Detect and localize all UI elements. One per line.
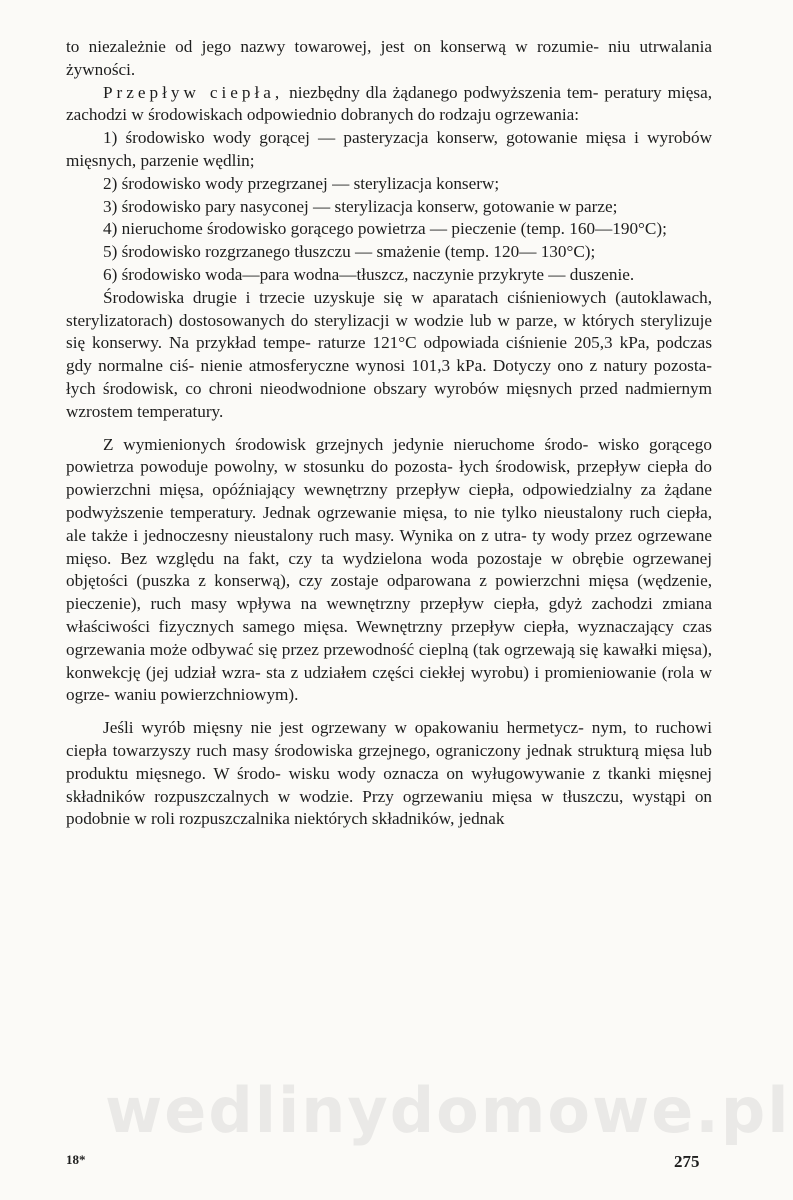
text-line: wisku wody oznacza on wyługowywanie z tkanki mięsnej składników bbox=[66, 763, 713, 806]
text-line: sta z udziałem części ciekłej wyrobu) i promieniowanie (rola w ogrze- bbox=[66, 662, 712, 705]
text-line: przed nadmiernym wzrostem temperatury. bbox=[66, 378, 713, 421]
text-line: 160—190°C); bbox=[569, 219, 667, 239]
text-line: wyznaczający czas ogrzewania może odbywać się przez przewodność bbox=[66, 616, 712, 659]
text-line: 5) środowisko rozgrzanego tłuszczu — smażenie (temp. 120— bbox=[103, 242, 537, 262]
text-line: 1) środowisko wody gorącej — pasteryzacja konserw, gotowanie bbox=[103, 128, 578, 148]
text-line: rozpuszczalnych w wodzie. Przy ogrzewaniu mięsa w tłuszczu, wystąpi bbox=[154, 786, 686, 806]
text-line: 4) nieruchome środowisko gorącego powietrza — pieczenie (temp. bbox=[103, 219, 565, 239]
page-body bbox=[66, 36, 712, 831]
text-line: ograniczony jednak strukturą mięsa lub produktu mięsnego. W środo- bbox=[66, 740, 712, 783]
paragraph-intro bbox=[66, 36, 712, 82]
list-item-5 bbox=[66, 241, 712, 264]
text-line: w parze; bbox=[558, 196, 618, 216]
text-line: raturze 121°C odpowiada ciśnienie 205,3 kPa, podczas gdy normalne ciś- bbox=[66, 333, 713, 376]
text-line: to niezależnie od jego nazwy towarowej, jest on konserwą w rozumie- bbox=[66, 37, 599, 56]
paragraph-environments bbox=[66, 434, 712, 708]
paragraph-gap bbox=[66, 707, 712, 717]
paragraph-pressure bbox=[66, 287, 712, 424]
text-line: wewnętrzny przepływ ciepła, odpowiedzialny za żądane podwyższenie bbox=[66, 480, 712, 522]
paragraph-mass-flow bbox=[66, 717, 712, 831]
paragraph-heat-flow bbox=[66, 82, 712, 128]
text-line: nienie atmosferyczne wynosi 101,3 kPa. Dotyczy ono z natury pozosta- bbox=[200, 356, 712, 376]
text-line: niezbędny dla żądanego podwyższenia tem- bbox=[283, 82, 599, 102]
watermark: wedlinydomowe.pl bbox=[105, 1074, 791, 1147]
text-line: mięsa i wyrobów mięsnych, parzenie wędlin; bbox=[66, 128, 713, 170]
text-line: 6) środowisko woda—para wodna—tłuszcz, naczynie przykryte — bbox=[103, 264, 566, 284]
page-number: 275 bbox=[674, 1152, 700, 1171]
text-line: niu utrwalania żywności. bbox=[66, 37, 712, 79]
list-item-3 bbox=[66, 196, 712, 219]
text-line: woda pozostaje w obrębie ogrzewanej objętości (puszka z konserwą), bbox=[66, 548, 712, 591]
text-line: waniu powierzchniowym). bbox=[114, 685, 299, 705]
text-line: 3) środowisko pary nasyconej — sterylizacja konserw, gotowanie bbox=[103, 196, 555, 216]
list-item-6 bbox=[66, 264, 712, 287]
list-item-2 bbox=[66, 173, 712, 196]
text-line: Jeśli wyrób mięsny nie jest ogrzewany w opakowaniu hermetycz- bbox=[103, 718, 584, 738]
paragraph-gap bbox=[66, 424, 712, 434]
text-line: peratury mięsa, zachodzi w środowiskach odpowiednio dobranych do bbox=[66, 82, 713, 125]
text-line: nym, to ruchowi ciepła towarzyszy ruch masy środowiska grzejnego, bbox=[66, 718, 713, 760]
text-line: 130°C); bbox=[540, 242, 596, 262]
text-line: Środowiska drugie i trzecie uzyskuje się w aparatach ciśnieniowych bbox=[103, 287, 607, 307]
text-line: masy wpływa na wewnętrzny przepływ ciepła, gdyż zachodzi zmiana bbox=[190, 594, 712, 614]
text-line: czy zostaje odparowana z powierzchni mięsa (wędzenie, pieczenie), ruch bbox=[66, 571, 712, 614]
text-line: lub w parze, w których sterylizuje się konserwy. Na przykład tempe- bbox=[66, 310, 712, 353]
text-line: 2) środowisko wody przegrzanej — sterylizacja konserw; bbox=[103, 173, 500, 193]
text-line: ty wody przez ogrzewane mięso. Bez względu na fakt, czy ta wydzielona bbox=[66, 525, 712, 568]
text-line: cieplną (tak ogrzewają się kawałki mięsa), konwekcję (jej udział wzra- bbox=[66, 639, 713, 682]
term-heat-flow: Przepływ ciepła, bbox=[103, 82, 284, 102]
text-line: temperatury. Jednak ogrzewanie mięsa, to nie tylko nieustalony ruch bbox=[170, 502, 661, 522]
list-item-4 bbox=[66, 218, 712, 241]
text-line: właściwości fizycznych samego mięsa. Wewnętrzny przepływ ciepła, bbox=[66, 616, 569, 636]
text-line: wisko gorącego powietrza powoduje powolny, w stosunku do pozosta- bbox=[66, 434, 712, 477]
text-line: łych środowisk, co chroni nieodwodnione obszary wyrobów mięsnych bbox=[66, 378, 573, 398]
text-line: rodzaju ogrzewania: bbox=[439, 105, 580, 125]
text-line: on podobnie w roli rozpuszczalnika niektórych składników, jednak bbox=[66, 786, 713, 829]
text-line: łych środowisk, przepływ ciepła do powierzchni mięsa, opóźniający bbox=[66, 457, 712, 500]
text-line: Z wymienionych środowisk grzejnych jedynie nieruchome środo- bbox=[103, 434, 589, 454]
list-item-1 bbox=[66, 127, 712, 173]
text-line: duszenie. bbox=[569, 264, 635, 284]
text-line: ciepła, ale także i jednoczesny nieustalony ruch masy. Wynika on z utra- bbox=[66, 502, 713, 545]
text-line: (autoklawach, sterylizatorach) dostosowanych do sterylizacji w wodzie bbox=[66, 287, 713, 330]
signature-mark: 18* bbox=[66, 1152, 86, 1167]
